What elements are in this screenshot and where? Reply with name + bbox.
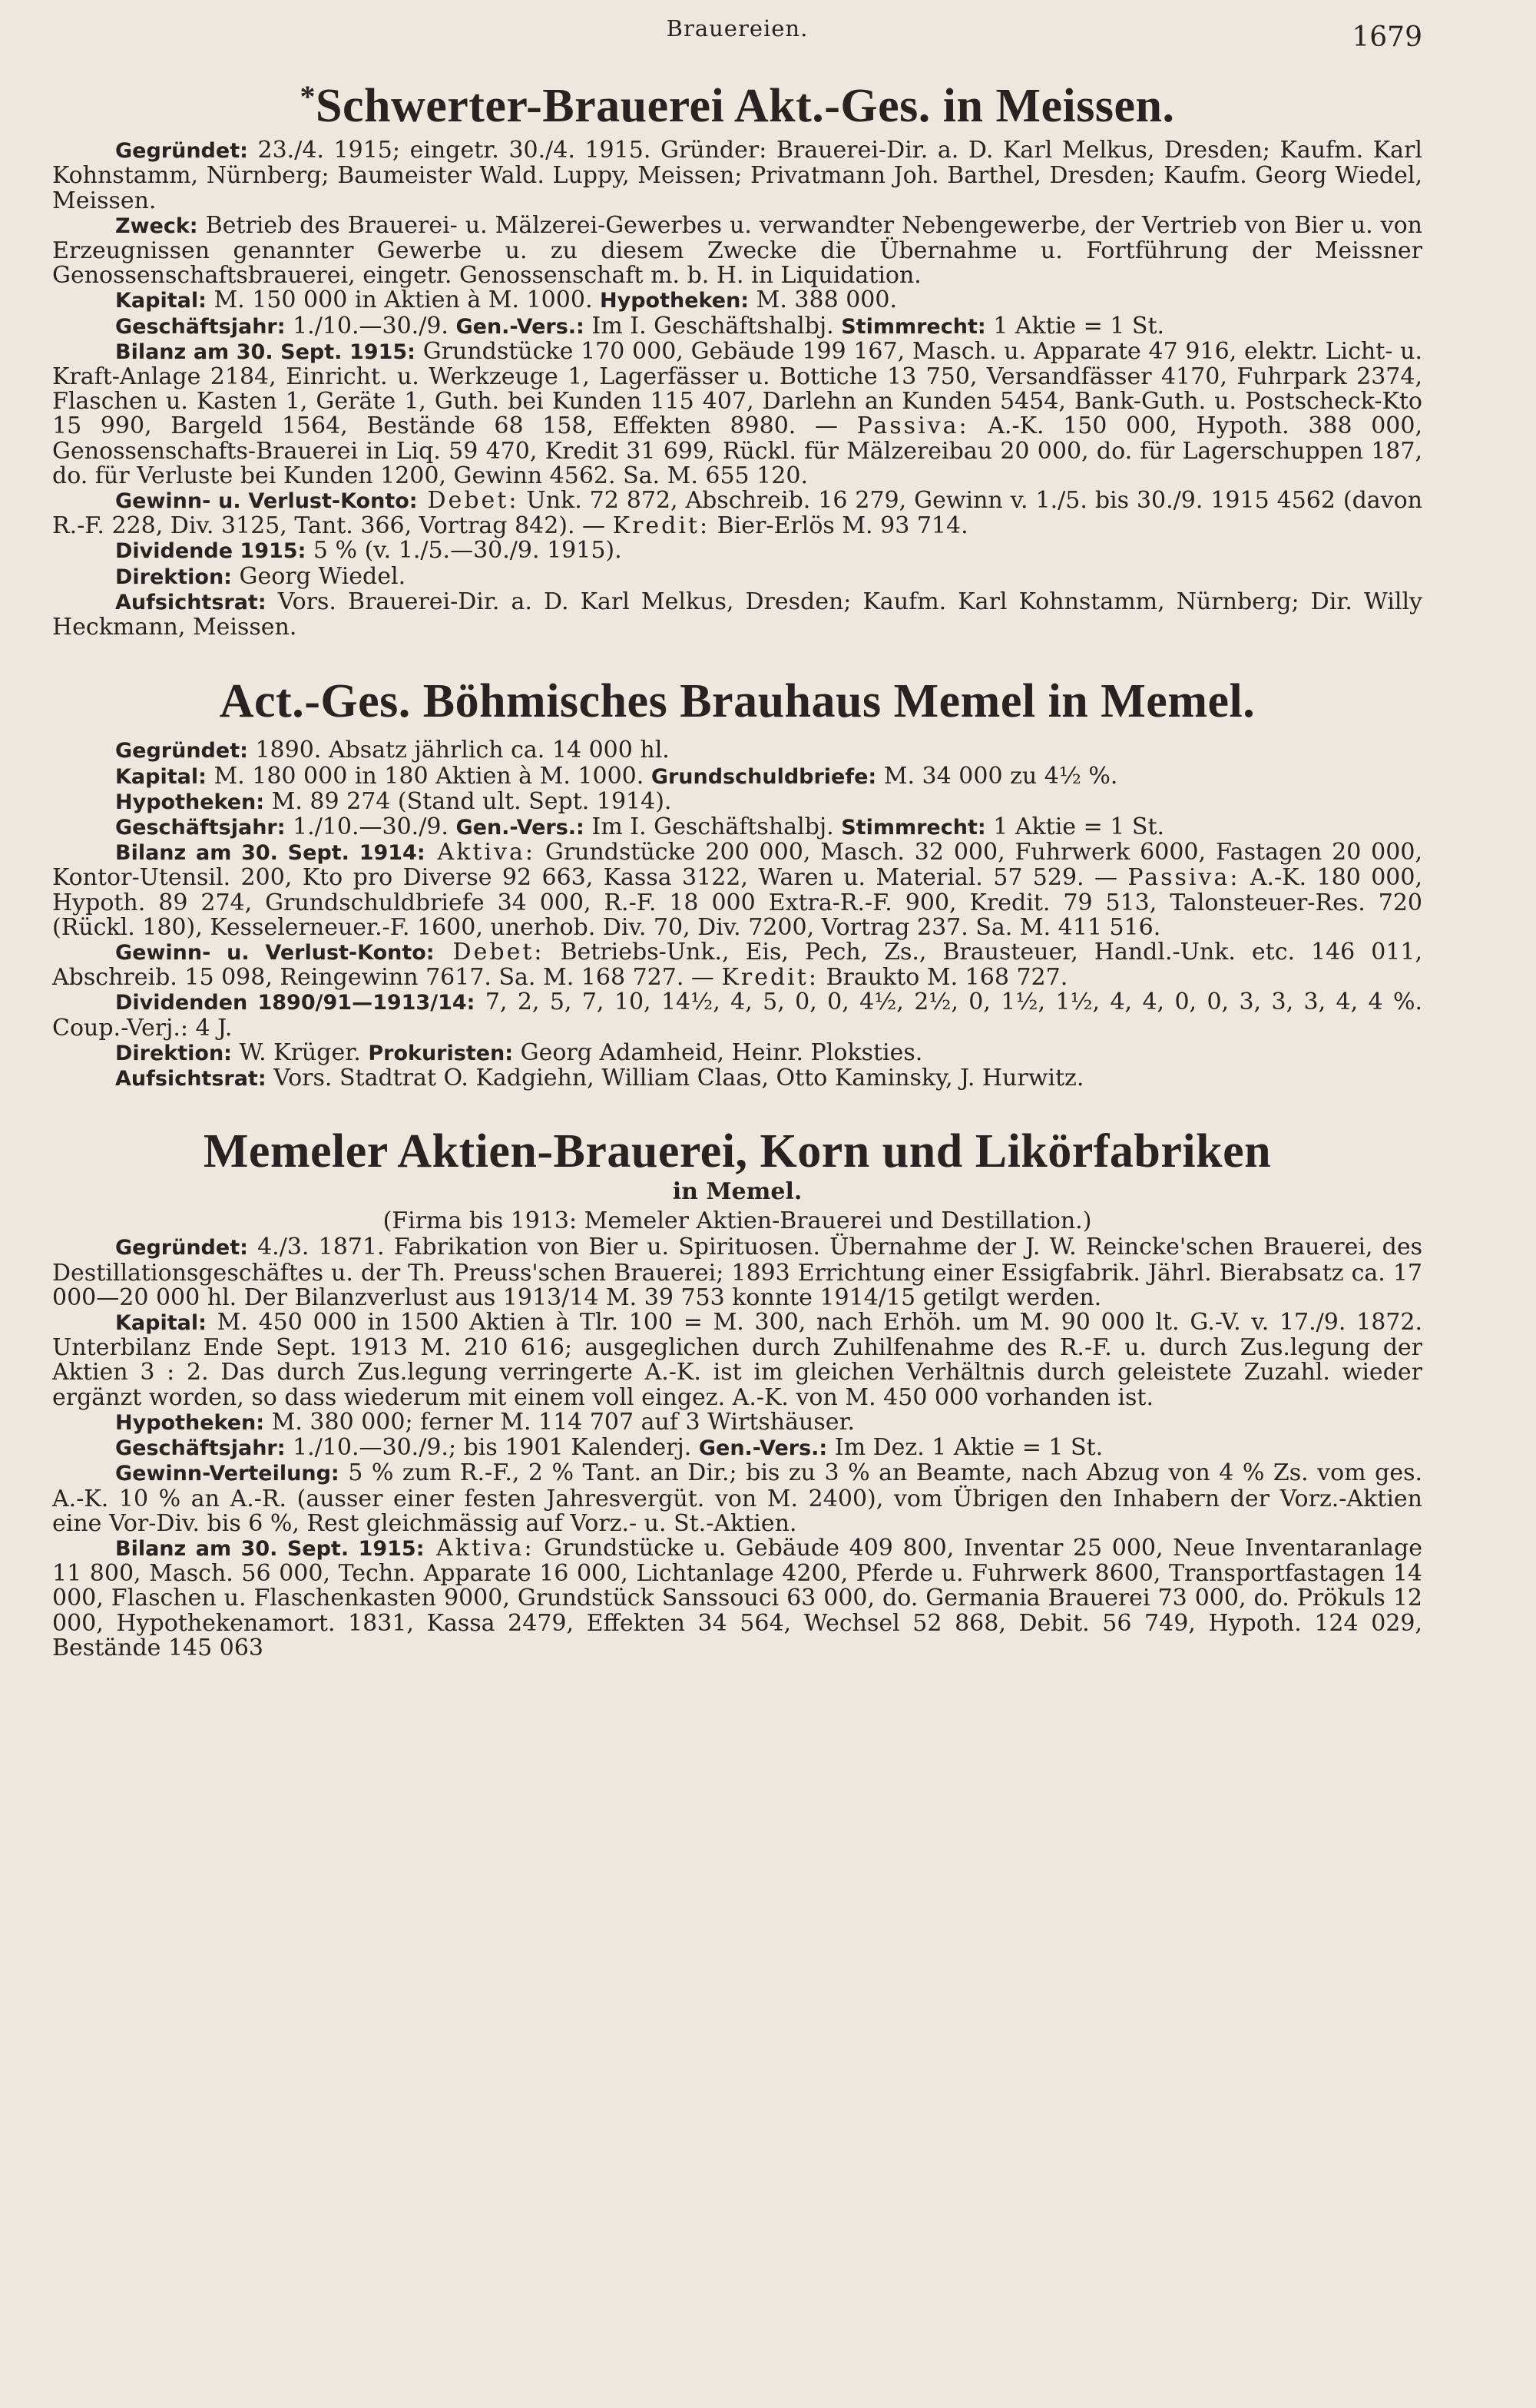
entry-text: Im I. Geschäftshalbj. (584, 312, 842, 340)
entry-capital (52, 764, 1422, 790)
entry-text: M. 388 000. (749, 287, 898, 314)
entry-text: 7, 2, 5, 7, 10, 14½, 4, 5, 0, 0, 4½, 2½, 0, 1½, 1½, 4, 4, 0, 0, 3, 3, 3, 4, 4 %. Coup.-Verj.: 4 J. (52, 989, 1422, 1042)
entry-text: M. 450 000 in 1500 Aktien à Tlr. 100 = M. 300, nach Erhöh. um M. 90 000 lt. G.-V. v. 17./9. 1872. Unterbilanz Ende Sept. 1913 M. 210 616; ausgeglichen durch Zuhilfenahme des R.-F. u. durch Zus.legung der Aktien 3 : 2. Das durch Zus.legung verringerte A.-K. ist im gleichen Verhältnis durch geleistete Zuzahl. wieder ergänzt worden, so dass wiederum mit einem voll eingez. A.-K. von M. 450 000 vorhanden ist. (52, 1309, 1422, 1411)
entry-label: Zweck: (115, 214, 198, 238)
spaced-label: Kredit: (721, 964, 819, 992)
entry-text: Grundstücke 170 000, Gebäude 199 167, Masch. u. Apparate 47 916, elektr. Licht- u. Kraft-Anlage 2184, Einricht. u. Werkzeuge 1, Lagerfässer u. Bottiche 13 750, Versandfässer 4170, Fuhrpark 2374, Flaschen u. Kasten 1, Geräte 1, Guth. bei Kunden 115 407, Darlehn an Kunden 5454, Bank-Guth. u. Postscheck-Kto 15 990, Bargeld 1564, Bestände 68 158, Effekten 8980. — (52, 337, 1422, 440)
spaced-label: Debet: (417, 487, 519, 515)
entry-label: Gegründet: (115, 139, 248, 164)
entry-label: Gegründet: (115, 739, 248, 763)
entry-founded (52, 738, 1422, 763)
entry-text: M. 89 274 (Stand ult. Sept. 1914). (264, 787, 672, 815)
entry-text: 1 Aktie = 1 St. (985, 312, 1165, 340)
entry-label: Gegründet: (115, 1236, 248, 1260)
entry-text: 1 Aktie = 1 St. (932, 1434, 1104, 1462)
entry-text: Im I. Geschäftshalbj. (584, 813, 842, 841)
entry-directors (52, 1038, 1422, 1066)
entry-supervisory-board (52, 590, 1422, 640)
running-title: Brauereien. (666, 15, 809, 41)
entry-text: 5 % zum R.-F., 2 % Tant. an Dir.; bis zu 3 % an Beamte, nach Abzug von 4 % Zs. vom ges. A.-K. 10 % an A.-R. (ausser einer festen Jahresvergüt. von M. 2400), vom Übrigen den Inhabern der Vorz.-Aktien eine Vor-Div. bis 6 %, Rest gleichmässig auf Vorz.- u. St.-Aktien. (52, 1459, 1422, 1537)
company-title (52, 80, 1422, 132)
entry-text: 1./10.—30./9.; bis 1901 Kalenderj. (285, 1434, 699, 1462)
entry-label: Gen.-Vers.: (455, 314, 584, 339)
entry-label: Gen.-Vers.: (455, 816, 584, 840)
entry-text: A.-K. 150 000, Hypoth. 388 000, Genossenschafts-Brauerei in Liq. 59 470, Kredit 31 699, Rückl. für Mälzereibau 20 000, do. für Lagerschuppen 187, do. für Verluste bei Kunden 1200, Gewinn 4562. Sa. M. 655 120. (52, 412, 1422, 489)
entry-label: Direktion: (115, 1041, 232, 1065)
entry-label: Gewinn- u. Verlust-Konto: (115, 941, 435, 966)
company-title: Act.-Ges. Böhmisches Brauhaus Memel in Memel. (219, 675, 1256, 728)
entry-label: Gewinn-Verteilung: (115, 1462, 339, 1486)
entry-text: 5 % (v. 1./5.—30./9. 1915). (306, 537, 622, 565)
entry-text: Vors. Stadtrat O. Kadgiehn, William Claas, Otto Kaminsky, J. Hurwitz. (266, 1065, 1084, 1092)
spaced-label: Debet: (434, 939, 545, 966)
entry-label: Gen.-Vers.: (698, 1436, 828, 1461)
entry-label: Aufsichtsrat: (115, 590, 266, 614)
entry-text: Betriebs-Unk., Eis, Pech, Zs., Brausteuer, Handl.-Unk. etc. 146 011, Abschreib. 15 098, Reingewinn 7617. Sa. M. 168 727. — (52, 939, 1422, 992)
entry-mortgages (52, 787, 1422, 815)
entry-text: Grundstücke u. Gebäude 409 800, Inventar 25 000, Neue Inventaranlage 11 800, Masch. 56 000, Techn. Apparate 16 000, Lichtanlage 4200, Pferde u. Fuhrwerk 8600, Transportfastagen 14 000, Flaschen u. Flaschenkasten 9000, Grundstück Sanssouci 63 000, do. Germania Brauerei 73 000, do. Prökuls 12 000, Hypothekenamort. 1831, Kassa 2479, Effekten 34 564, Wechsel 52 868, Debit. 56 749, Hypoth. 124 029, Bestände 145 063 (52, 1534, 1422, 1661)
entry-label: Stimmrecht: (841, 314, 986, 339)
entry-fiscal-year (52, 314, 1422, 340)
entry-text: 1./10.—30./9. (285, 312, 456, 340)
company-name: Schwerter-Brauerei Akt.-Ges. in Meissen. (315, 80, 1175, 132)
company-location: in Memel. (672, 1178, 803, 1206)
spaced-label: Aktiva: (425, 839, 535, 866)
entry-label: Bilanz am 30. Sept. 1915: (115, 1536, 425, 1561)
entry-label: Kapital: (115, 289, 207, 313)
spaced-label: Passiva: (1127, 864, 1240, 892)
entry-balance-sheet (52, 840, 1422, 940)
company-section-memeler (52, 1125, 1422, 1661)
entry-text: M. 34 000 zu 4½ %. (876, 762, 1118, 790)
entry-dividends (52, 990, 1422, 1040)
spaced-label: Passiva: (856, 412, 969, 440)
company-section-boehmisches (52, 675, 1422, 1091)
entry-fiscal-year (52, 815, 1422, 840)
entry-label: Dividenden 1890/91—1913/14: (115, 991, 475, 1015)
entry-label: Geschäftsjahr: (115, 314, 286, 339)
entry-label: Direktion: (115, 565, 232, 589)
entry-label: Bilanz am 30. Sept. 1915: (115, 340, 415, 364)
entry-capital (52, 288, 1422, 313)
entry-text: Georg Adamheid, Heinr. Ploksties. (513, 1038, 923, 1066)
entry-label: Stimmrecht: (841, 816, 986, 840)
entry-supervisory-board (52, 1066, 1422, 1091)
entry-label: Aufsichtsrat: (115, 1067, 266, 1091)
entry-founded (52, 138, 1422, 214)
spaced-label: Kredit: (612, 512, 710, 540)
entry-label: Grundschuldbriefe: (650, 764, 877, 789)
entry-label: Bilanz am 30. Sept. 1914: (115, 841, 425, 866)
entry-text: Unk. 72 872, Abschreib. 16 279, Gewinn v. 1./5. bis 30./9. 1915 4562 (davon R.-F. 228, Div. 3125, Tant. 366, Vortrag 842). — (52, 487, 1423, 540)
company-title: Memeler Aktien-Brauerei, Korn und Likörfabriken (203, 1125, 1272, 1178)
entry-text: 1./10.—30./9. (285, 813, 456, 841)
entry-text: Vors. Brauerei-Dir. a. D. Karl Melkus, Dresden; Kaufm. Karl Kohnstamm, Nürnberg; Dir. Willy Heckmann, Meissen. (52, 588, 1422, 641)
entry-purpose (52, 211, 1422, 290)
company-former-name: (Firma bis 1913: Memeler Aktien-Brauerei und Destillation.) (382, 1207, 1092, 1234)
title-asterisk: * (300, 79, 316, 114)
entry-text: Georg Wiedel. (231, 562, 406, 590)
entry-text: Braukto M. 168 727. (818, 964, 1068, 992)
entry-text: 4./3. 1871. Fabrikation von Bier u. Spirituosen. Übernahme der J. W. Reincke'schen Brauerei, des Destillationsgeschäftes u. der Th. Preuss'schen Brauerei; 1893 Errichtung einer Essigfabrik. Jährl. Bierabsatz ca. 17 000—20 000 hl. Der Bilanzverlust aus 1913/14 M. 39 753 konnte 1914/15 getilgt werden. (52, 1234, 1422, 1311)
spaced-label: Aktiva: (424, 1534, 535, 1562)
entry-balance-sheet (52, 337, 1422, 489)
entry-text: M. 150 000 in Aktien à M. 1000. (206, 287, 601, 314)
entry-directors (52, 562, 1422, 590)
entry-fiscal-year (52, 1436, 1422, 1461)
entry-profit-distribution (52, 1461, 1422, 1536)
entry-profit-loss (52, 940, 1422, 990)
entry-label: Geschäftsjahr: (115, 1436, 286, 1461)
entry-label: Hypotheken: (115, 1410, 265, 1435)
company-section-schwerter (52, 80, 1422, 640)
entry-founded (52, 1235, 1422, 1310)
entry-label: Hypotheken: (115, 790, 265, 814)
entry-text: Grundstücke 200 000, Masch. 32 000, Fuhrwerk 6000, Fastagen 20 000, Kontor-Utensil. 200, Kto pro Diverse 92 663, Kassa 3122, Waren u. Material. 57 529. — (52, 839, 1422, 892)
entry-label: Dividende 1915: (115, 539, 306, 564)
entry-text: M. 380 000; ferner M. 114 707 auf 3 Wirtshäuser. (264, 1408, 856, 1436)
entry-label: Geschäftsjahr: (115, 816, 286, 840)
page-number: 1679 (1352, 22, 1422, 53)
entry-text: Betrieb des Brauerei- u. Mälzerei-Gewerbes u. verwandter Nebengewerbe, der Vertrieb von Bier u. von Erzeugnissen genannter Gewerbe u. zu diesem Zwecke die Übernahme u. Fortführung der Meissner Genossenschaftsbrauerei, eingetr. Genossenschaft m. b. H. in Liquidation. (52, 211, 1422, 290)
entry-label: Kapital: (115, 764, 207, 789)
entry-text: Bier-Erlös M. 93 714. (710, 512, 968, 540)
entry-text: Im Dez. (827, 1434, 932, 1462)
entry-text: W. Krüger. (231, 1038, 369, 1066)
entry-capital (52, 1310, 1422, 1410)
entry-text: A.-K. 180 000, Hypoth. 89 274, Grundschuldbriefe 34 000, R.-F. 18 000 Extra-R.-F. 900, Kredit. 79 513, Talonsteuer-Res. 720 (Rückl. 180), Kesselerneuer.-F. 1600, unerhob. Div. 70, Div. 7200, Vortrag 237. Sa. M. 411 516. (52, 864, 1422, 941)
page-header (52, 15, 1422, 63)
entry-label: Hypotheken: (600, 289, 750, 313)
entry-dividend (52, 538, 1422, 564)
entry-label: Kapital: (115, 1311, 207, 1336)
entry-profit-loss (52, 489, 1422, 538)
entry-label: Gewinn- u. Verlust-Konto: (115, 489, 418, 514)
entry-text: 1 Aktie = 1 St. (985, 813, 1165, 841)
entry-text: 23./4. 1915; eingetr. 30./4. 1915. Gründer: Brauerei-Dir. a. D. Karl Melkus, Dresden; Kaufm. Karl Kohnstamm, Nürnberg; Baumeister Wald. Luppy, Meissen; Privatmann Joh. Barthel, Dresden; Kaufm. Georg Wiedel, Meissen. (52, 137, 1422, 214)
entry-text: M. 180 000 in 180 Aktien à M. 1000. (206, 762, 651, 790)
entry-balance-sheet (52, 1536, 1422, 1661)
entry-mortgages (52, 1410, 1422, 1436)
entry-label: Prokuristen: (368, 1041, 514, 1065)
entry-text: 1890. Absatz jährlich ca. 14 000 hl. (247, 737, 670, 764)
